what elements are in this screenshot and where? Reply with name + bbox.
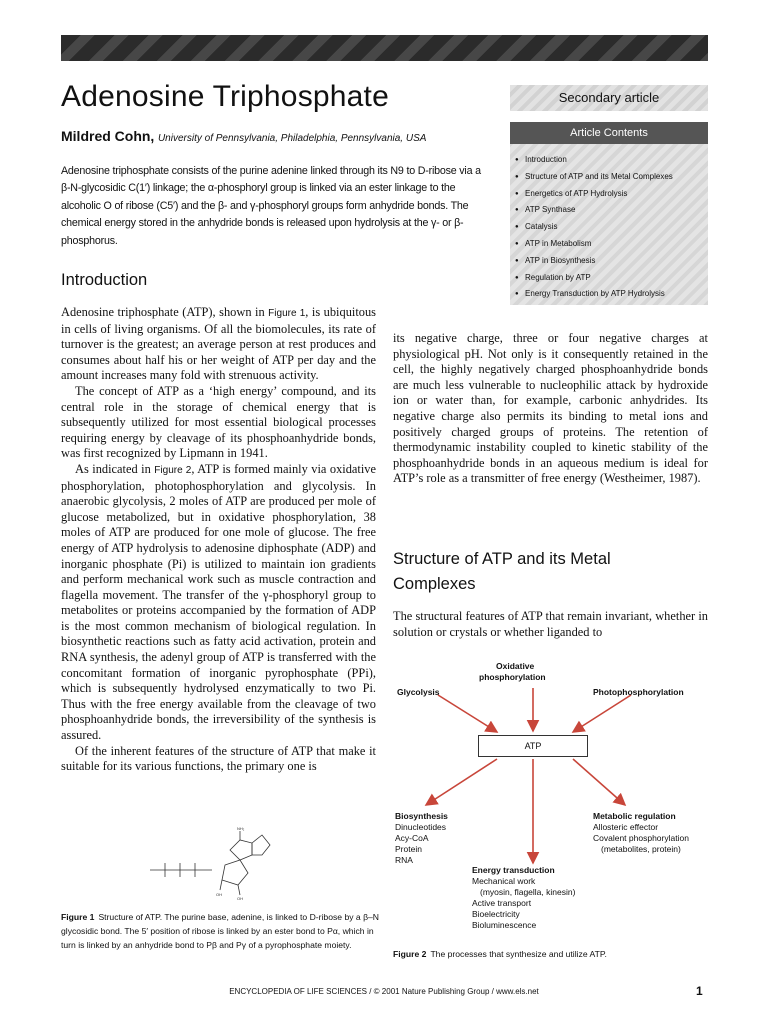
text-run: , ATP is formed mainly via oxidative phosphorylation, photophosphorylation and glycolysis. In anaerobic glycolysis, 2 moles of ATP are produced per mole of glucose metabolized, but in oxidative phosphorylation, 38 moles of ATP are produced for one mole of glucose. The free energy of ATP hydrolysis to adenosine diphosphate (ADP) and inorganic phosphate (Pi) is utilized to maintain ion gradients and perform mechanical work such as muscle contraction and flagella movement. The transfer of the γ-phosphoryl group to metabolites or proteins accompanied by the formation of ADP is the most common mechanism of biological regulation. In biosynthetic reactions such as fatty acid activation, protein and RNA synthesis, the adenyl group of ATP is transferred with the concomitant formation of inorganic pyrophosphate (PPi), which is subsequently hydrolysed enzymatically to two Pi. Thus with the free energy available from the cleavage of two phosphoanhydride bonds, the irreversibility of the synthesis is assured. [61,461,376,743]
text-run: , is ubiquitous in cells of living organisms. Of all the biomolecules, its rate of turnover is the greatest; an average person at rest produces and consumes about half his or her weight of ATP per day and the amount increases many fold with strenuous activity. [61,305,376,383]
arrow-glycolysis-to-atp [438,695,497,732]
metabolic-item: Covalent phosphorylation [593,833,689,843]
intro-paragraph-1 [61,305,376,384]
author-affiliation: University of Pennsylvania, Philadelphia, Pennsylvania, USA [157,133,427,144]
atp-processes-diagram [393,655,708,945]
energy-item: Bioluminescence [472,920,537,930]
text-run: As indicated in [75,461,155,476]
contents-item[interactable]: ● Energetics of ATP Hydrolysis [515,186,708,203]
article-contents-title: Article Contents [510,122,708,144]
contents-item[interactable]: ● ATP Synthase [515,202,708,219]
node-glycolysis: Glycolysis [397,687,440,697]
footer-text: ENCYCLOPEDIA OF LIFE SCIENCES / © 2001 Nature Publishing Group / www.els.net [229,987,539,996]
intro-paragraph-5: its negative charge, three or four negative charges at physiological pH. Not only is it consequently retained in the cell, the highly negatively charged phosphoanhydride bonds are much less vulnerable to nucleophilic attack by hydroxide ion or water than, for example, carbonic anhydrides. Its negative charge also permits its binding to metal ions and positively charged groups of proteins. The retention of thermodynamic instability coupled to kinetic stability of the phosphoanhydride bonds in an aqueous medium is ideal for ATP’s role as a transmitter of free energy (Westheimer, 1987). [393,331,708,486]
article-contents-list [510,144,708,303]
figure-2-reference[interactable]: Figure 2 [154,464,192,476]
energy-item: Mechanical work [472,876,536,886]
node-oxidative: Oxidative [496,661,535,671]
contents-item[interactable]: ● ATP in Metabolism [515,236,708,253]
metabolic-item: Allosteric effector [593,822,659,832]
node-photophosphorylation: Photophosphorylation [593,687,684,697]
diagram-arrows [393,655,708,945]
svg-text:OH: OH [216,892,222,897]
contents-item[interactable]: ● Energy Transduction by ATP Hydrolysis [515,286,708,303]
figure-2-caption [393,949,708,959]
contents-item[interactable]: ● ATP in Biosynthesis [515,253,708,270]
intro-paragraph-2: The concept of ATP as a ‘high energy’ compound, and its central role in the storage of chemical energy that is subsequently utilized for most essential biological processes requiring energy by cleavage of its phosphoanhydride bonds, was first recognized by Lipmann in 1941. [61,383,376,461]
figure-1-label: Figure 1 [61,912,95,922]
author-name: Mildred Cohn, [61,128,155,144]
node-atp: ATP [478,735,588,757]
energy-item: Active transport [472,898,532,908]
contents-item[interactable]: ● Structure of ATP and its Metal Complexes [515,169,708,186]
article-title: Adenosine Triphosphate [61,80,389,113]
energy-item: (myosin, flagella, kinesin) [480,887,576,897]
figure-2-label: Figure 2 [393,949,427,959]
intro-paragraph-3 [61,462,376,744]
contents-item[interactable]: ● Catalysis [515,219,708,236]
figure-1-caption [61,910,381,953]
text-run: Adenosine triphosphate (ATP), shown in [61,305,269,319]
metabolic-item: (metabolites, protein) [601,844,681,854]
node-oxidative-phosphorylation: phosphorylation [479,672,546,682]
biosynthesis-item: Dinucleotides [395,822,447,832]
abstract: Adenosine triphosphate consists of the purine adenine linked through its N9 to D-ribose via a β-N-glycosidic C(1′) linkage; the α-phosphoryl group is linked via an ester linkage to the alcoholic O of ribose (C5′) and the β- and γ-phosphoryl groups form anhydride bonds. The chemical energy stored in the anhydride bonds is released upon hydrolysis at the γ- or β-phosphorus. [61,165,481,247]
page-number: 1 [696,984,703,998]
intro-paragraph-4: Of the inherent features of the structure of ATP that make it suitable for its various functions, the primary one is [61,743,376,774]
figure-1-reference[interactable]: Figure 1 [268,308,306,319]
node-biosynthesis-title: Biosynthesis [395,811,448,821]
structure-paragraph-1: The structural features of ATP that remain invariant, whether in solution or crystals or whether liganded to [393,609,708,639]
arrow-atp-to-metabolic [573,759,625,805]
right-column-structure [393,609,708,640]
structure-heading: Structure of ATP and its Metal Complexes [393,550,611,593]
arrow-photophosphorylation-to-atp [573,695,631,732]
contents-item[interactable]: ● Regulation by ATP [515,270,708,287]
svg-text:NH₂: NH₂ [237,826,245,831]
svg-text:OH: OH [237,896,243,901]
contents-item[interactable]: ● Introduction [515,152,708,169]
node-energy-title: Energy transduction [472,865,555,875]
biosynthesis-item: Protein [395,844,422,854]
arrow-atp-to-biosynthesis [426,759,497,805]
energy-item: Bioelectricity [472,909,520,919]
node-metabolic-title: Metabolic regulation [593,811,676,821]
atp-structure-figure [140,825,290,905]
biosynthesis-item: Acy-CoA [395,833,429,843]
biosynthesis-item: RNA [395,855,413,865]
author-line [61,128,426,144]
secondary-article-label: Secondary article [510,85,708,111]
right-column-top [393,331,708,487]
article-contents-box [510,122,708,305]
introduction-heading: Introduction [61,271,148,289]
left-column [61,305,376,775]
figure-2-caption-text: The processes that synthesize and utilize ATP. [430,949,607,959]
figure-1-caption-text: Structure of ATP. The purine base, adenine, is linked to D-ribose by a β–N glycosidic bond. The 5′ position of ribose is linked by an ester bond to Pα, which in turn is linked by an anhydride bond to Pβ and Pγ of a pyrophosphate moiety. [61,912,380,951]
header-band [61,35,708,61]
